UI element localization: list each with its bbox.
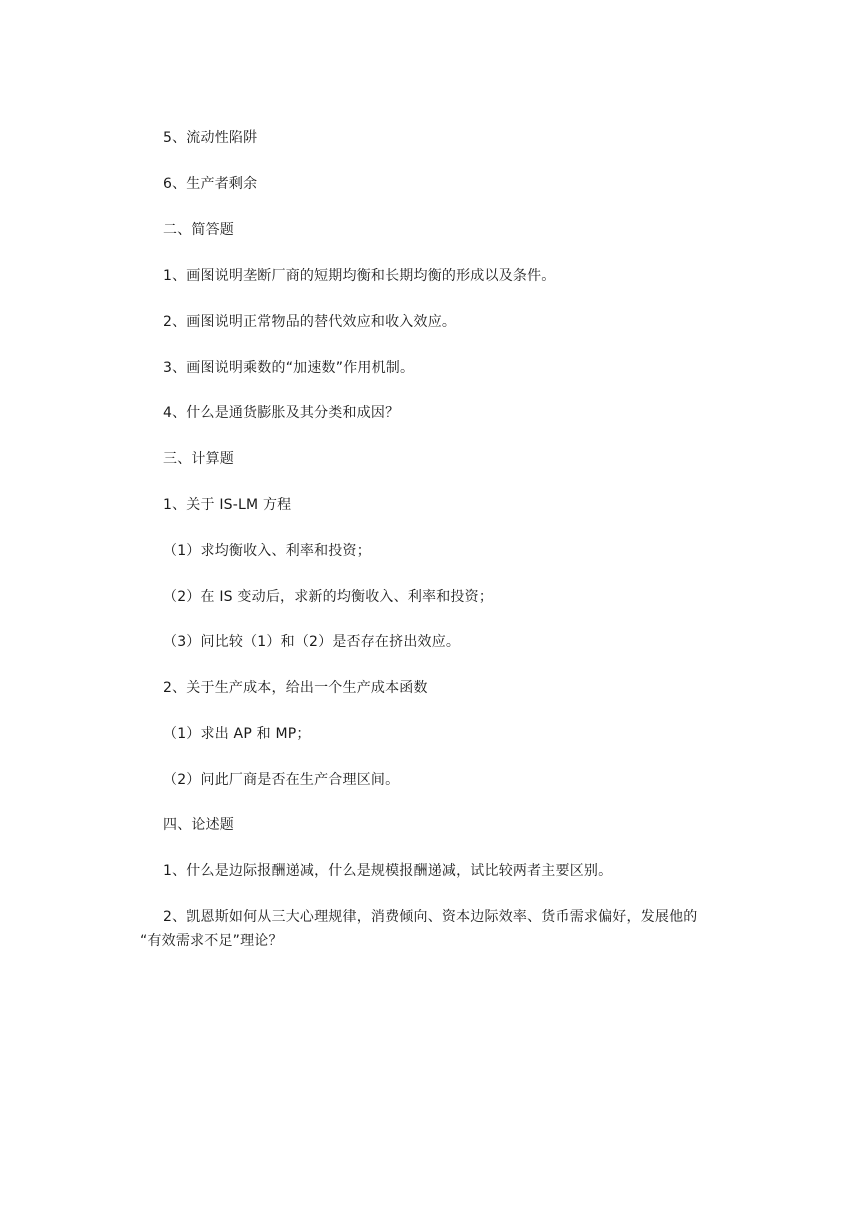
calculation-question-1-part-1: （1）求均衡收入、利率和投资；	[163, 543, 371, 559]
calculation-question-1-part-2: （2）在 IS 变动后，求新的均衡收入、利率和投资；	[163, 589, 494, 605]
essay-question-2-line-1: 2、凯恩斯如何从三大心理规律，消费倾向、资本边际效率、货币需求偏好，发展他的	[163, 909, 698, 925]
calculation-question-1-part-3: （3）问比较（1）和（2）是否存在挤出效应。	[163, 634, 461, 650]
essay-question-1: 1、什么是边际报酬递减，什么是规模报酬递减，试比较两者主要区别。	[163, 863, 613, 879]
definition-item-6: 6、生产者剩余	[163, 176, 258, 192]
calculation-question-2: 2、关于生产成本，给出一个生产成本函数	[163, 680, 428, 696]
section-heading-essay: 四、论述题	[163, 817, 234, 833]
calculation-question-2-part-1: （1）求出 AP 和 MP；	[163, 726, 311, 742]
short-answer-question-3: 3、画图说明乘数的“加速数”作用机制。	[163, 360, 415, 376]
definition-item-5: 5、流动性陷阱	[163, 130, 258, 146]
short-answer-question-2: 2、画图说明正常物品的替代效应和收入效应。	[163, 314, 457, 330]
short-answer-question-4: 4、什么是通货膨胀及其分类和成因？	[163, 405, 400, 421]
essay-question-2-line-2: “有效需求不足”理论？	[140, 933, 283, 949]
calculation-question-2-part-2: （2）问此厂商是否在生产合理区间。	[163, 772, 400, 788]
section-heading-short-answer: 二、简答题	[163, 222, 234, 238]
section-heading-calculation: 三、计算题	[163, 451, 234, 467]
calculation-question-1: 1、关于 IS-LM 方程	[163, 497, 292, 513]
short-answer-question-1: 1、画图说明垄断厂商的短期均衡和长期均衡的形成以及条件。	[163, 268, 556, 284]
